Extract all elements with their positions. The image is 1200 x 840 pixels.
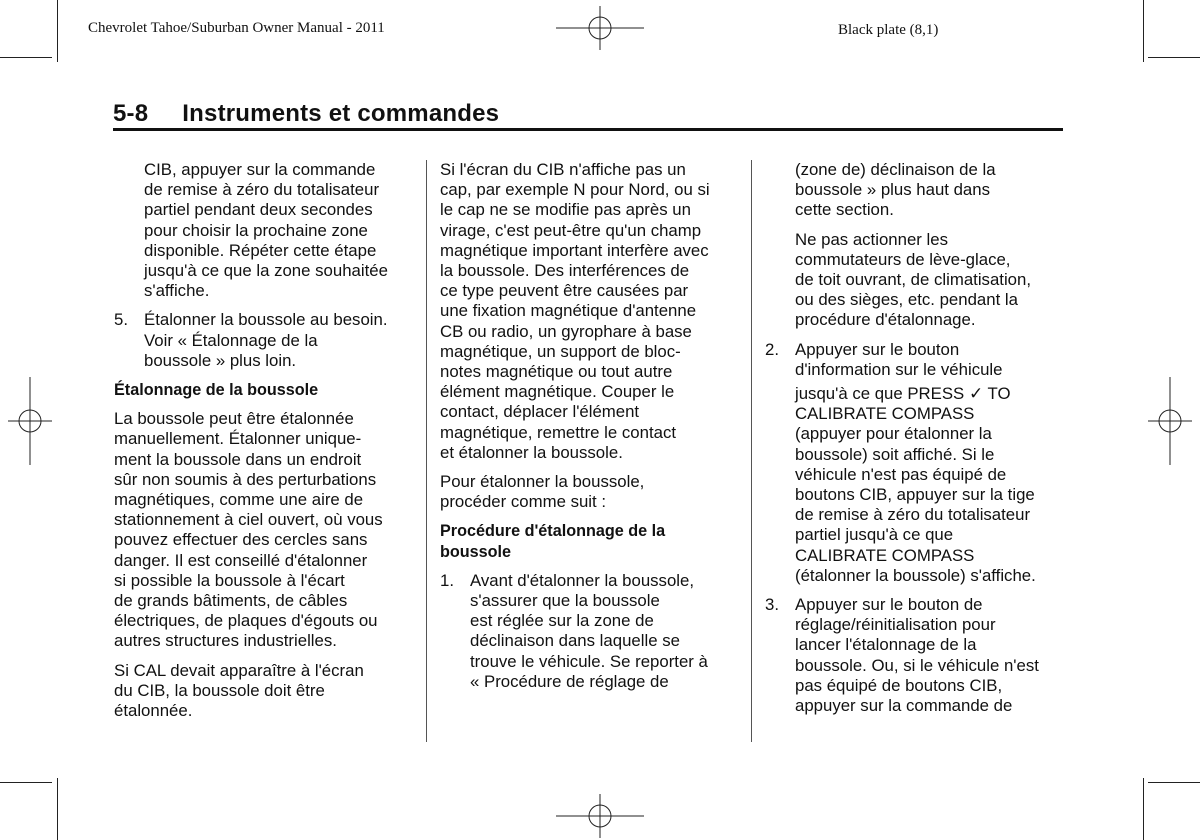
text-line: (zone de) déclinaison de la (795, 160, 996, 179)
text-line: Pour étalonner la boussole, (440, 472, 645, 492)
text-line (795, 384, 1011, 404)
text-line: notes magnétique ou tout autre (440, 362, 673, 382)
text-line: jusqu'à ce que la zone souhaitée (144, 261, 388, 281)
text-line: « Procédure de réglage de (470, 671, 669, 691)
text-line: Si CAL devait apparaître à l'écran (114, 660, 364, 680)
text-line: magnétique, remettre le contact (440, 422, 676, 442)
paragraph (114, 409, 419, 651)
text-line: partiel jusqu'à ce que (795, 525, 954, 545)
text-line: cette section. (795, 200, 894, 220)
text-line: pour choisir la prochaine zone (144, 220, 368, 240)
text-line: magnétiques, comme une aire de (114, 490, 364, 510)
text-line: sûr non soumis à des perturbations (114, 469, 377, 489)
list-number: 2. (765, 339, 779, 359)
crop-mark (1143, 778, 1144, 840)
text-line: si possible la boussole à l'écart (114, 570, 345, 590)
text-line: et étalonner la boussole. (440, 442, 623, 462)
list-number: 5. (114, 310, 128, 330)
text-line: électriques, de plaques d'égouts ou (114, 611, 378, 631)
text-line: stationnement à ciel ouvert, où vous (114, 510, 383, 530)
column-divider (751, 160, 752, 742)
text-line: véhicule n'est pas équipé de (795, 464, 1007, 484)
text-line: pouvez effectuer des cercles sans (114, 530, 368, 550)
section-heading (113, 100, 499, 128)
crop-mark (57, 0, 58, 62)
section-title: Instruments et commandes (182, 100, 500, 127)
checkmark-icon: ✓ (968, 384, 984, 404)
text-line: élément magnétique. Couper le (440, 382, 675, 402)
text-line: de toit ouvrant, de climatisation, (795, 270, 1031, 290)
crop-mark (1143, 0, 1144, 62)
text-line: magnétique, un support de bloc- (440, 341, 681, 361)
list-item (765, 595, 1070, 716)
registration-mark-icon (8, 377, 52, 465)
text-line: s'assurer que la boussole (470, 591, 660, 611)
column-2 (440, 160, 745, 701)
title-rule (113, 128, 1063, 131)
text-line: Avant d'étalonner la boussole, (470, 570, 695, 590)
text-line: une fixation magnétique d'antenne (440, 301, 697, 321)
text-line: s'affiche. (144, 281, 210, 301)
subheading: Étalonnage de la boussole (114, 381, 319, 400)
text-line: Étalonner la boussole au besoin. (144, 310, 388, 330)
list-item (440, 571, 745, 692)
text-line: CALIBRATE COMPASS (795, 545, 975, 565)
list-number: 1. (440, 570, 454, 590)
text-line: déclinaison dans laquelle se (470, 631, 680, 651)
text-line: de grands bâtiments, de câbles (114, 591, 348, 611)
text-line: appuyer sur la commande de (795, 696, 1013, 716)
text-line: danger. Il est conseillé d'étalonner (114, 550, 368, 570)
text-line: manuellement. Étalonner unique- (114, 429, 362, 449)
subheading (440, 521, 745, 561)
column-1 (114, 160, 419, 721)
text-line: boussole) soit affiché. Si le (795, 444, 995, 464)
text-line: procéder comme suit : (440, 492, 607, 512)
crop-mark (57, 778, 58, 840)
text-line: La boussole peut être étalonnée (114, 409, 354, 429)
text-line: magnétique important interfère avec (440, 240, 709, 260)
crop-mark (1148, 57, 1200, 58)
text-line: Voir « Étalonnage de la (144, 330, 318, 350)
text-line: contact, déplacer l'élément (440, 402, 640, 422)
text-line: le cap ne se modifie pas après un (440, 200, 691, 220)
text-line: CALIBRATE COMPASS (795, 404, 975, 424)
column-divider (426, 160, 427, 742)
text-line: de remise à zéro du totalisateur (144, 180, 380, 200)
text-line: (étalonner la boussole) s'affiche. (795, 565, 1036, 585)
text-line: est réglée sur la zone de (470, 611, 654, 631)
text-line: cap, par exemple N pour Nord, ou si (440, 180, 710, 200)
page-number: 5-8 (113, 100, 149, 127)
text-line: Si l'écran du CIB n'affiche pas un (440, 160, 686, 179)
crop-mark (0, 57, 52, 58)
paragraph (114, 661, 419, 722)
text-line: étalonnée. (114, 701, 193, 721)
text-line: commutateurs de lève-glace, (795, 249, 1011, 269)
text-line: CIB, appuyer sur la commande (144, 160, 376, 179)
text-line: autres structures industrielles. (114, 631, 337, 651)
text-segment: TO (987, 384, 1011, 404)
crop-mark (1148, 782, 1200, 783)
list-number: 3. (765, 595, 779, 615)
paragraph (440, 472, 745, 512)
text-line: lancer l'étalonnage de la (795, 635, 977, 655)
text-line: ce type peuvent être causées par (440, 281, 689, 301)
text-line: d'information sur le véhicule (795, 359, 1003, 379)
continued-paragraph (765, 160, 1070, 221)
text-line: ou des sièges, etc. pendant la (795, 290, 1018, 310)
text-line: CB ou radio, un gyrophare à base (440, 321, 692, 341)
text-line: Appuyer sur le bouton de (795, 595, 983, 615)
note-paragraph (765, 230, 1070, 331)
list-item (765, 340, 1070, 586)
text-line: procédure d'étalonnage. (795, 310, 976, 330)
continued-paragraph (114, 160, 419, 301)
text-line: boussole. Ou, si le véhicule n'est (795, 655, 1039, 675)
text-line: boutons CIB, appuyer sur la tige (795, 485, 1035, 505)
text-line: disponible. Répéter cette étape (144, 240, 377, 260)
text-line: du CIB, la boussole doit être (114, 680, 325, 700)
text-line: (appuyer pour étalonner la (795, 424, 992, 444)
registration-mark-icon (1148, 377, 1192, 465)
registration-mark-icon (556, 6, 644, 50)
running-header-title: Chevrolet Tahoe/Suburban Owner Manual - 2011 (88, 20, 385, 36)
text-line: virage, c'est peut-être qu'un champ (440, 220, 702, 240)
text-line: Appuyer sur le bouton (795, 339, 960, 359)
text-line: boussole (440, 542, 512, 561)
text-line: Procédure d'étalonnage de la (440, 522, 666, 541)
text-line: partiel pendant deux secondes (144, 200, 373, 220)
text-line: Ne pas actionner les (795, 229, 948, 249)
registration-mark-icon (556, 794, 644, 838)
text-line: réglage/réinitialisation pour (795, 615, 996, 635)
text-line: de remise à zéro du totalisateur (795, 505, 1031, 525)
paragraph (440, 160, 745, 463)
text-line: boussole » plus haut dans (795, 180, 990, 200)
text-line: la boussole. Des interférences de (440, 261, 690, 281)
list-item (114, 310, 419, 371)
text-segment: jusqu'à ce que PRESS (795, 384, 965, 404)
crop-mark (0, 782, 52, 783)
running-header-plate: Black plate (8,1) (838, 22, 939, 38)
text-line: boussole » plus loin. (144, 350, 297, 370)
text-line: trouve le véhicule. Se reporter à (470, 651, 708, 671)
text-line: pas équipé de boutons CIB, (795, 675, 1003, 695)
column-3 (765, 160, 1070, 725)
text-line: ment la boussole dans un endroit (114, 449, 362, 469)
